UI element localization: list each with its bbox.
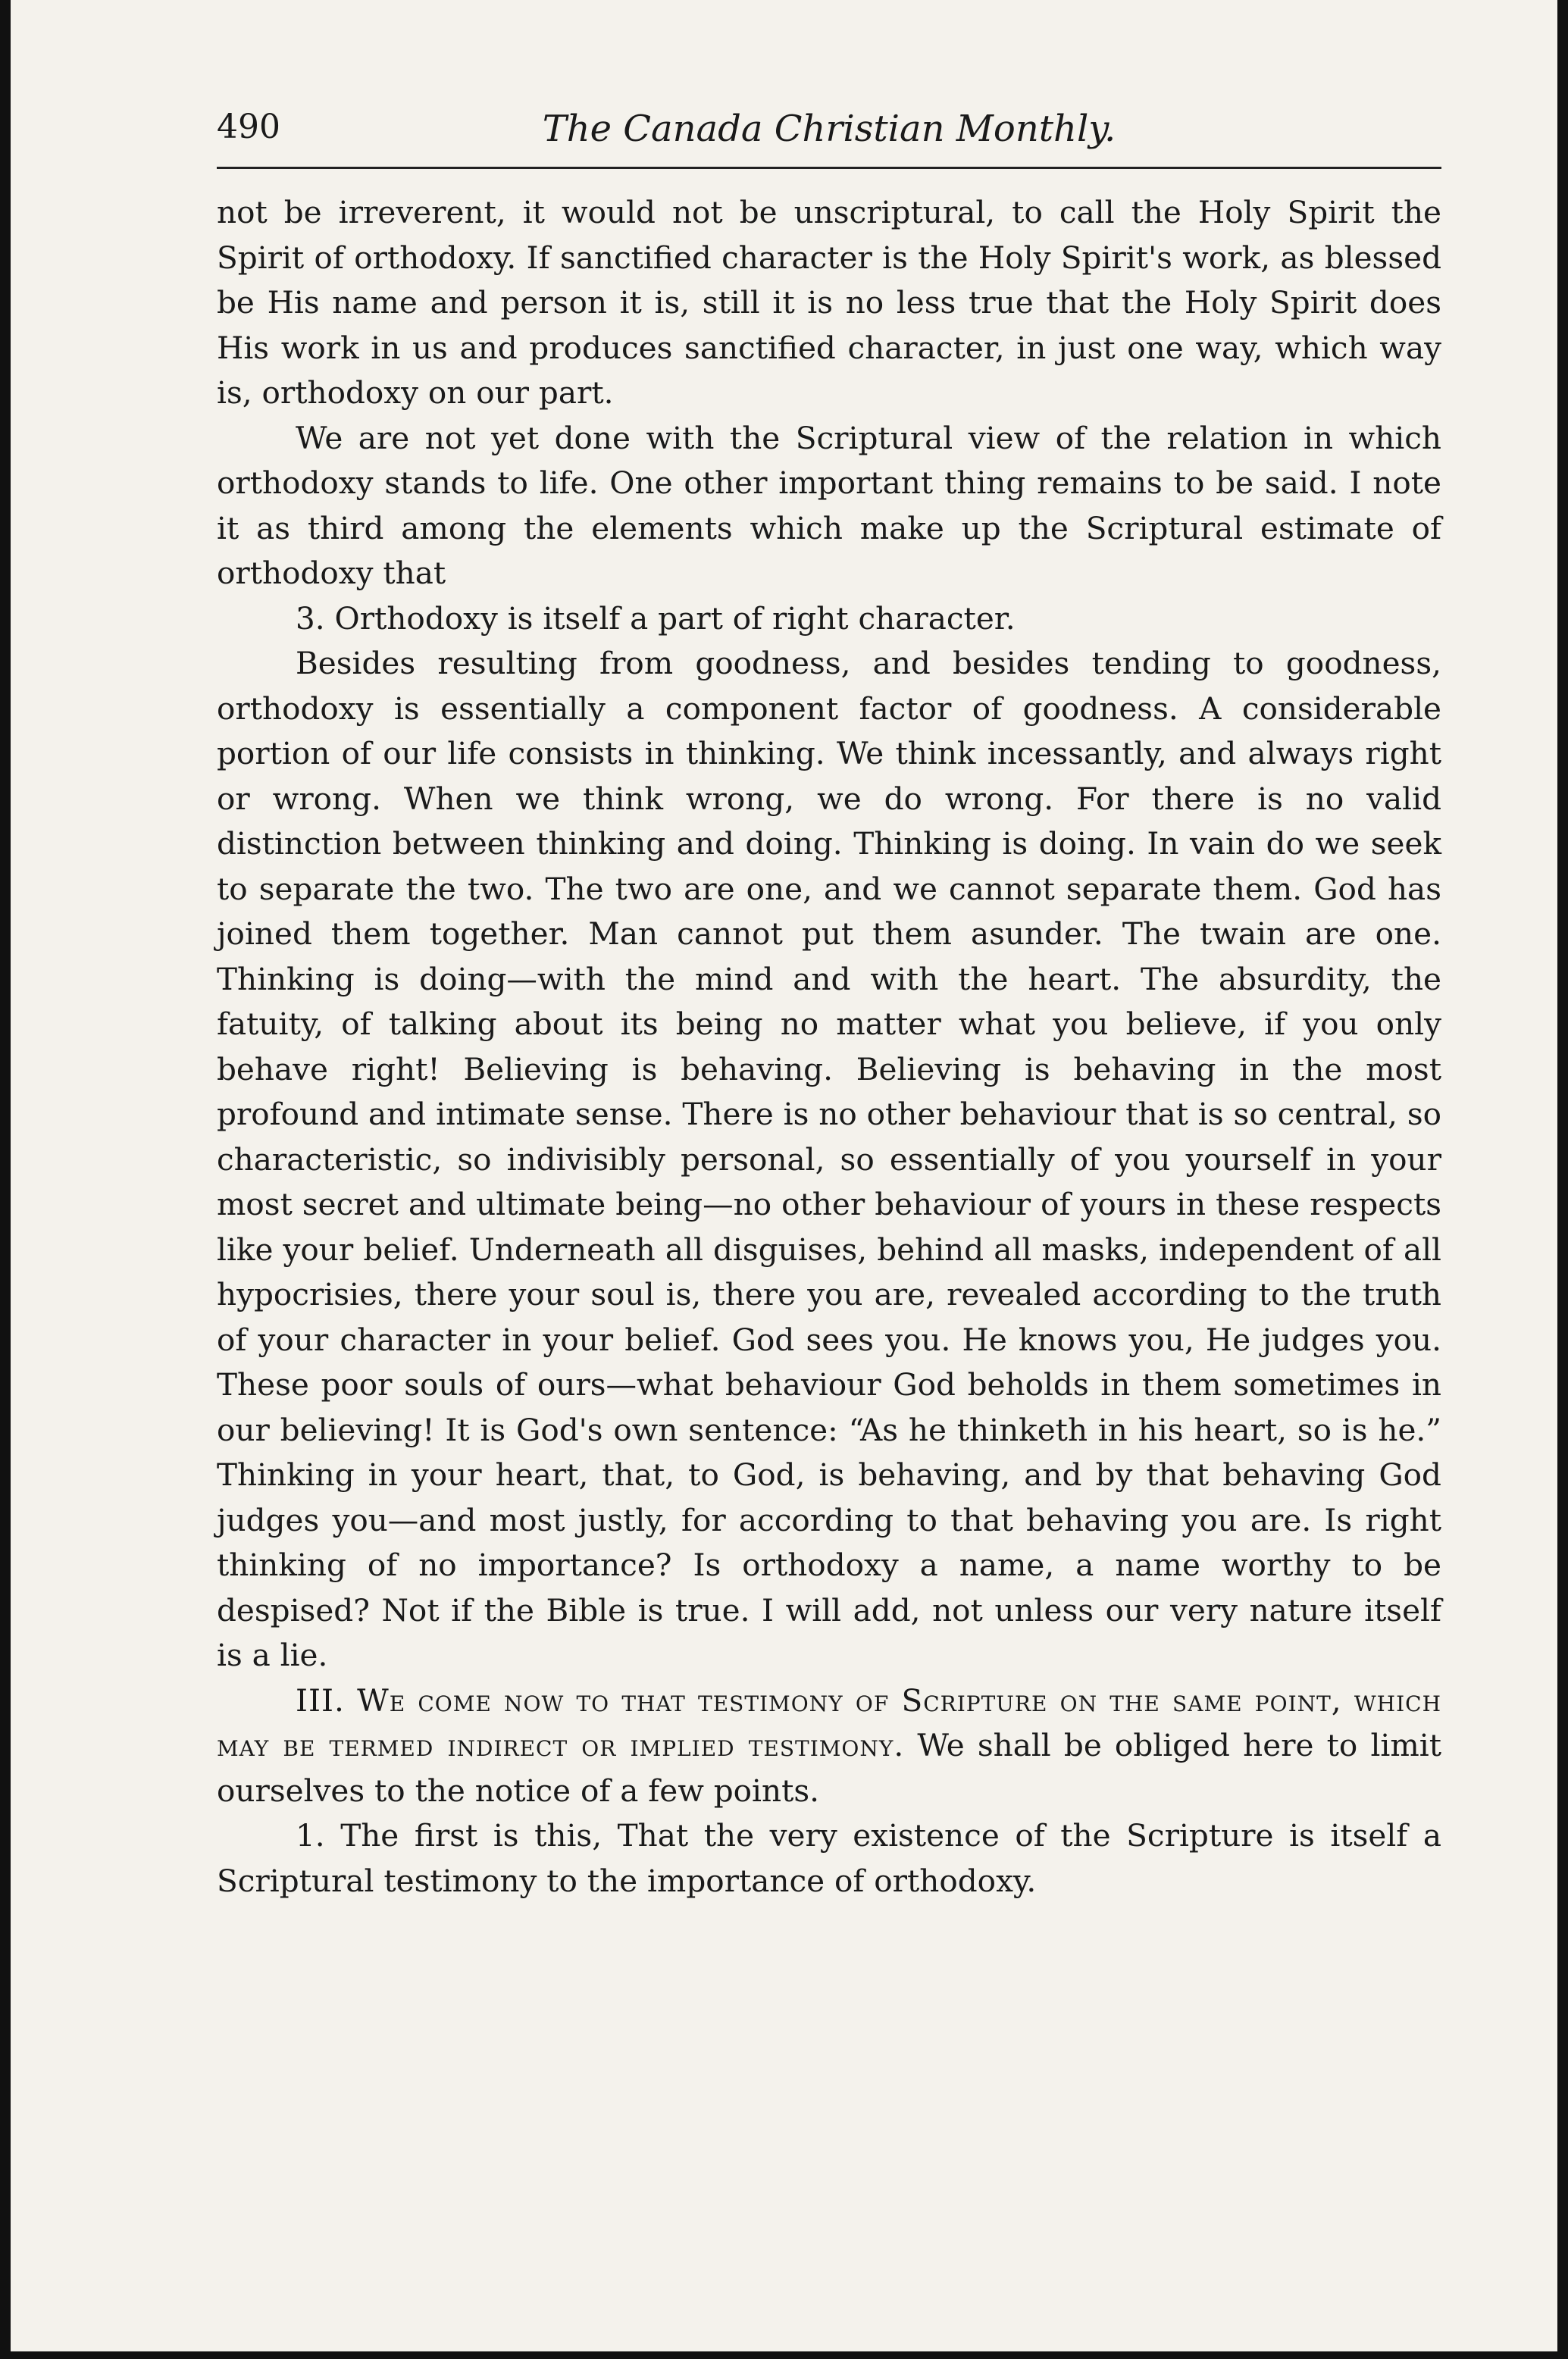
paragraph-point-three: 3. Orthodoxy is itself a part of right character. — [296, 599, 1016, 637]
journal-title: The Canada Christian Monthly. — [542, 108, 1116, 150]
scan-border-left — [0, 0, 11, 2359]
paragraph-point-one: 1. The first is this, That the very existence of the Scripture is itself a Scriptural testimony to the importance of orthodoxy. — [217, 1817, 1441, 1899]
section-three-heading: III. We come now to that testimony of Scripture on the same point, which may be termed indirect or implied testimony. — [217, 1682, 1441, 1763]
scan-border-right — [1557, 0, 1568, 2359]
scan-border-bottom — [0, 2351, 1568, 2359]
page-number: 490 — [217, 108, 280, 146]
paragraph-continuation: not be irreverent, it would not be unscriptural, to call the Holy Spirit the Spirit of orthodoxy. If sanctified character is the Holy Spirit's work, as blessed be His name and person it is, still it is no less true that the Holy Spirit does His work in us and produces sanctified character, in just one way, which way is, orthodoxy on our part. — [217, 194, 1441, 411]
section-three-rest: We shall be obliged here to limit ourselves to the notice of a few points. — [217, 1727, 1441, 1809]
header-rule — [217, 167, 1441, 169]
body-text — [217, 190, 1441, 1904]
document-page — [217, 99, 1441, 1904]
paragraph-thinking-is-doing: Besides resulting from goodness, and besides tending to goodness, orthodoxy is essentially a component factor of goodness. A considerable portion of our life consists in thinking. We think incessantly, and always right or wrong. When we think wrong, we do wrong. For there is no valid distinction between thinking and doing. Thinking is doing. In vain do we seek to separate the two. The two are one, and we cannot separate them. God has joined them together. Man cannot put them asunder. The twain are one. Thinking is doing—with the mind and with the heart. The absurdity, the fatuity, of talking about its being no matter what you believe, if you only behave right! Believing is behaving. Believing is behaving in the most profound and intimate sense. There is no other behaviour that is so central, so characteristic, so indivisibly personal, so essentially of you yourself in your most secret and ultimate being—no other behaviour of yours in these respects like your belief. Underneath all disguises, behind all masks, independent of all hypocrisies, there your soul is, there you are, revealed according to the truth of your character in your belief. God sees you. He knows you, He judges you. These poor souls of ours—what behaviour God beholds in them sometimes in our believing! It is God's own sentence: “As he thinketh in his heart, so is he.” Thinking in your heart, that, to God, is behaving, and by that behaving God judges you—and most justly, for according to that behaving you are. Is right thinking of no importance? Is orthodoxy a name, a name worthy to be despised? Not if the Bible is true. I will add, not unless our very nature itself is a lie. — [217, 645, 1441, 1673]
running-head — [217, 99, 1441, 159]
paragraph-relation: We are not yet done with the Scriptural view of the relation in which orthodoxy stands to life. One other important thing remains to be said. I note it as third among the elements which make up the Scriptural estimate of orthodoxy that — [217, 419, 1441, 591]
paragraph-section-three — [217, 1679, 1441, 1814]
